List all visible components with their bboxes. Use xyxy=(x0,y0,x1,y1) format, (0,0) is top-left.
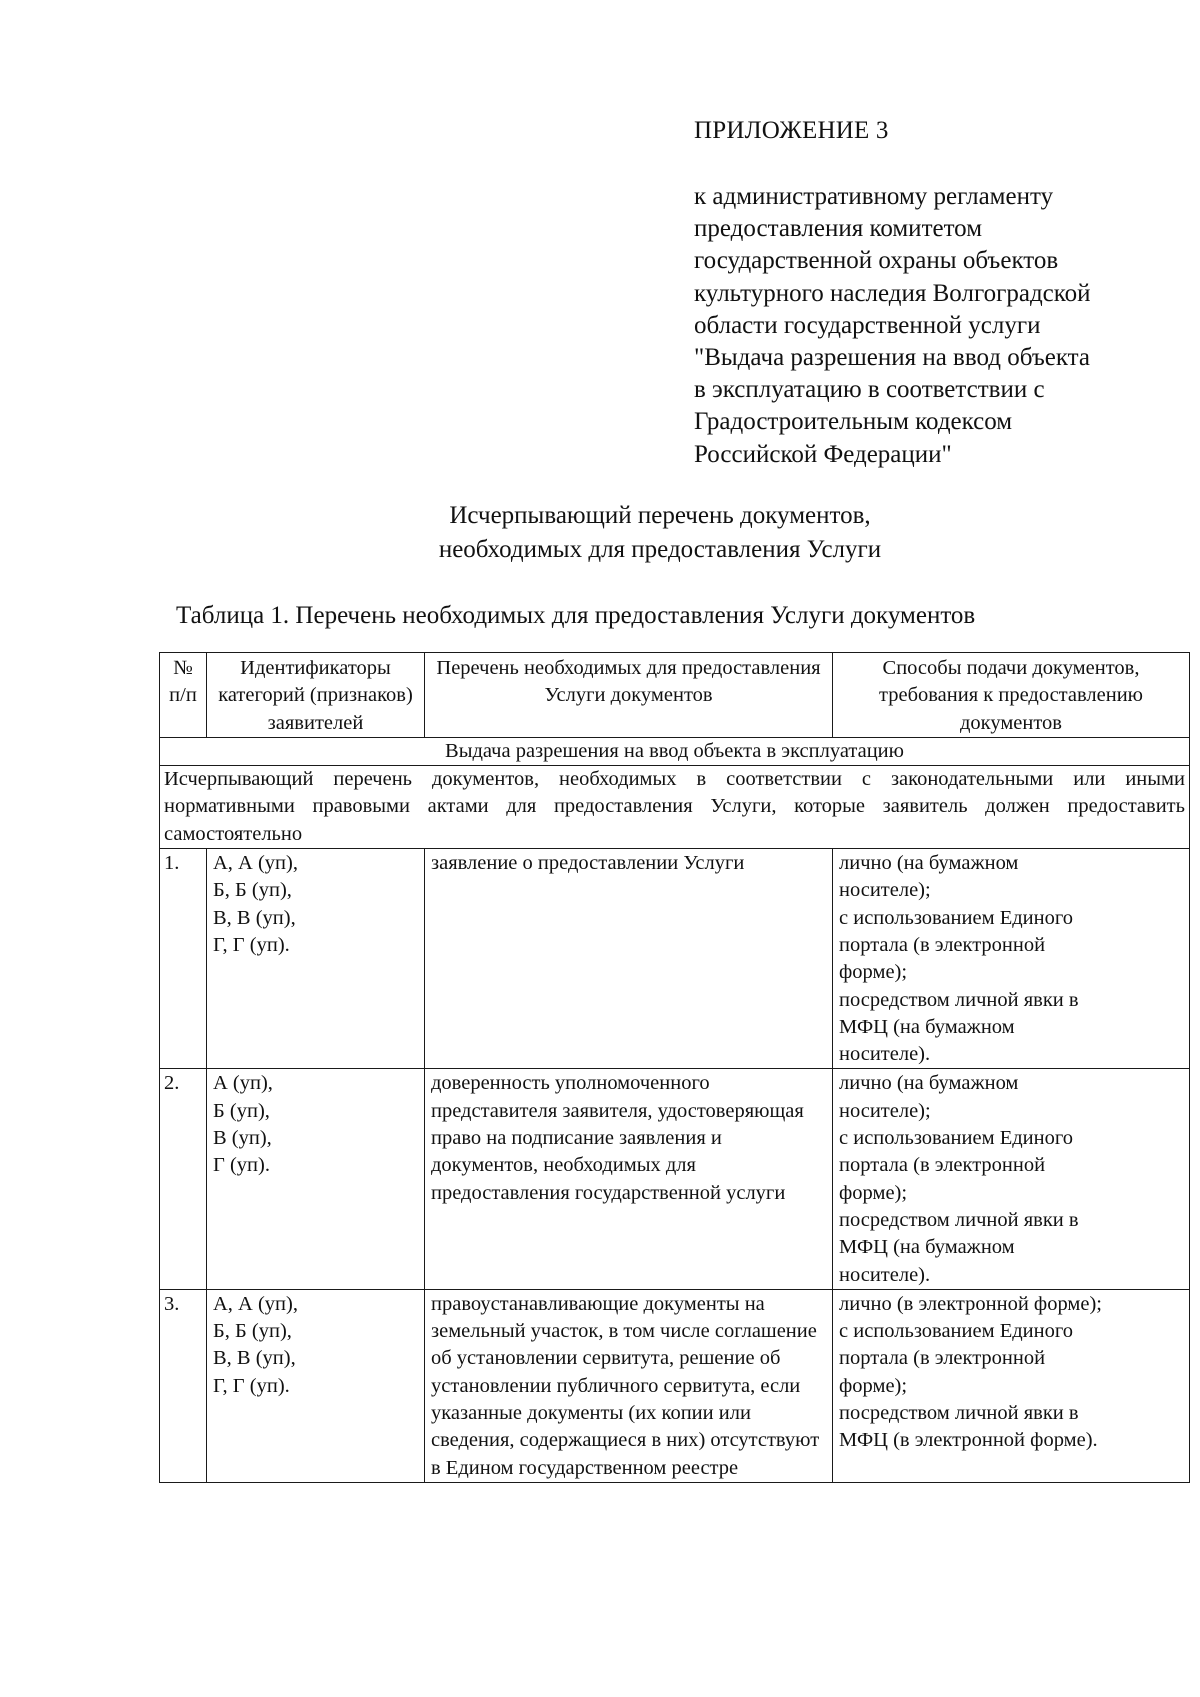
table-row xyxy=(160,1069,1190,1289)
method-line: носителе). xyxy=(839,1263,931,1286)
section-title-row xyxy=(160,737,1190,765)
row-categories xyxy=(207,1289,425,1482)
method-line: лично (в электронной форме); xyxy=(839,1292,1102,1315)
method-line: МФЦ (на бумажном xyxy=(839,1236,1015,1259)
method-line: форме); xyxy=(839,961,908,984)
category-line: Г, Г (уп). xyxy=(213,1374,290,1397)
table-row xyxy=(160,1289,1190,1482)
category-line: Б (уп), xyxy=(213,1099,270,1122)
method-line: носителе); xyxy=(839,1099,931,1122)
category-line: В, В (уп), xyxy=(213,1347,296,1370)
section-title: Выдача разрешения на ввод объекта в эксплуатацию xyxy=(160,737,1190,765)
category-line: А, А (уп), xyxy=(213,852,298,875)
row-number: 1. xyxy=(160,849,207,1069)
method-line: носителе). xyxy=(839,1043,931,1066)
table-row xyxy=(160,849,1190,1069)
document-title xyxy=(300,499,1020,567)
approval-line: Российской Федерации" xyxy=(694,440,952,468)
method-line: лично (на бумажном xyxy=(839,852,1019,875)
appendix-label: ПРИЛОЖЕНИЕ 3 xyxy=(694,117,889,144)
column-header-methods: Способы подачи документов, требования к предоставлению документов xyxy=(833,653,1190,738)
row-number: 2. xyxy=(160,1069,207,1289)
approval-line: в эксплуатацию в соответствии с xyxy=(694,376,1045,404)
row-document: заявление о предоставлении Услуги xyxy=(425,849,833,1069)
documents-table xyxy=(159,652,1190,1483)
approval-line: предоставления комитетом xyxy=(694,215,983,243)
category-line: В, В (уп), xyxy=(213,906,296,929)
category-line: Б, Б (уп), xyxy=(213,1320,292,1343)
section-note-row xyxy=(160,766,1190,849)
method-line: носителе); xyxy=(839,879,931,902)
row-categories xyxy=(207,1069,425,1289)
row-number: 3. xyxy=(160,1289,207,1482)
approval-line: Градостроительным кодексом xyxy=(694,408,1013,436)
method-line: посредством личной явки в xyxy=(839,1208,1079,1231)
category-line: А (уп), xyxy=(213,1072,273,1095)
category-line: Г, Г (уп). xyxy=(213,933,290,956)
approval-line: культурного наследия Волгоградской xyxy=(694,279,1091,307)
method-line: портала (в электронной xyxy=(839,1154,1046,1177)
approval-line: государственной охраны объектов xyxy=(694,247,1059,275)
method-line: посредством личной явки в xyxy=(839,988,1079,1011)
method-line: форме); xyxy=(839,1374,908,1397)
category-line: Б, Б (уп), xyxy=(213,879,292,902)
document-title-line: необходимых для предоставления Услуги xyxy=(438,536,882,563)
row-categories xyxy=(207,849,425,1069)
method-line: посредством личной явки в xyxy=(839,1402,1079,1425)
approval-line: "Выдача разрешения на ввод объекта xyxy=(694,344,1091,372)
method-line: МФЦ (на бумажном xyxy=(839,1015,1015,1038)
row-document: правоустанавливающие документы на земельный участок, в том числе соглашение об установлении сервитута, решение об установлении публичного сервитута, если указанные документы (их копии или сведения, содержащиеся в них) отсутствуют в Едином государственном реестре xyxy=(425,1289,833,1482)
category-line: В (уп), xyxy=(213,1127,272,1150)
category-line: Г (уп). xyxy=(213,1154,270,1177)
document-title-line: Исчерпывающий перечень документов, xyxy=(449,502,871,529)
method-line: МФЦ (в электронной форме). xyxy=(839,1429,1098,1452)
table-caption: Таблица 1. Перечень необходимых для предоставления Услуги документов xyxy=(176,602,976,629)
column-header-categories: Идентификаторы категорий (признаков) заявителей xyxy=(207,653,425,738)
category-line: А, А (уп), xyxy=(213,1292,298,1315)
method-line: с использованием Единого xyxy=(839,1320,1073,1343)
table-header-row xyxy=(160,653,1190,738)
method-line: форме); xyxy=(839,1181,908,1204)
row-methods xyxy=(833,849,1190,1069)
method-line: портала (в электронной xyxy=(839,1347,1046,1370)
row-methods xyxy=(833,1289,1190,1482)
column-header-number: № п/п xyxy=(160,653,207,738)
method-line: с использованием Единого xyxy=(839,1127,1073,1150)
approval-reference xyxy=(694,181,1174,471)
approval-line: к административному регламенту xyxy=(694,183,1054,210)
row-document: доверенность уполномоченного представителя заявителя, удостоверяющая право на подписание заявления и документов, необходимых для предоставления государственной услуги xyxy=(425,1069,833,1289)
row-methods xyxy=(833,1069,1190,1289)
method-line: портала (в электронной xyxy=(839,933,1046,956)
section-note: Исчерпывающий перечень документов, необходимых в соответствии с законодательными или иными нормативными правовыми актами для предоставления Услуги, которые заявитель должен предоставить самостоятельно xyxy=(160,766,1190,849)
method-line: с использованием Единого xyxy=(839,906,1073,929)
column-header-documents: Перечень необходимых для предоставления Услуги документов xyxy=(425,653,833,738)
method-line: лично (на бумажном xyxy=(839,1072,1019,1095)
approval-line: области государственной услуги xyxy=(694,311,1041,339)
